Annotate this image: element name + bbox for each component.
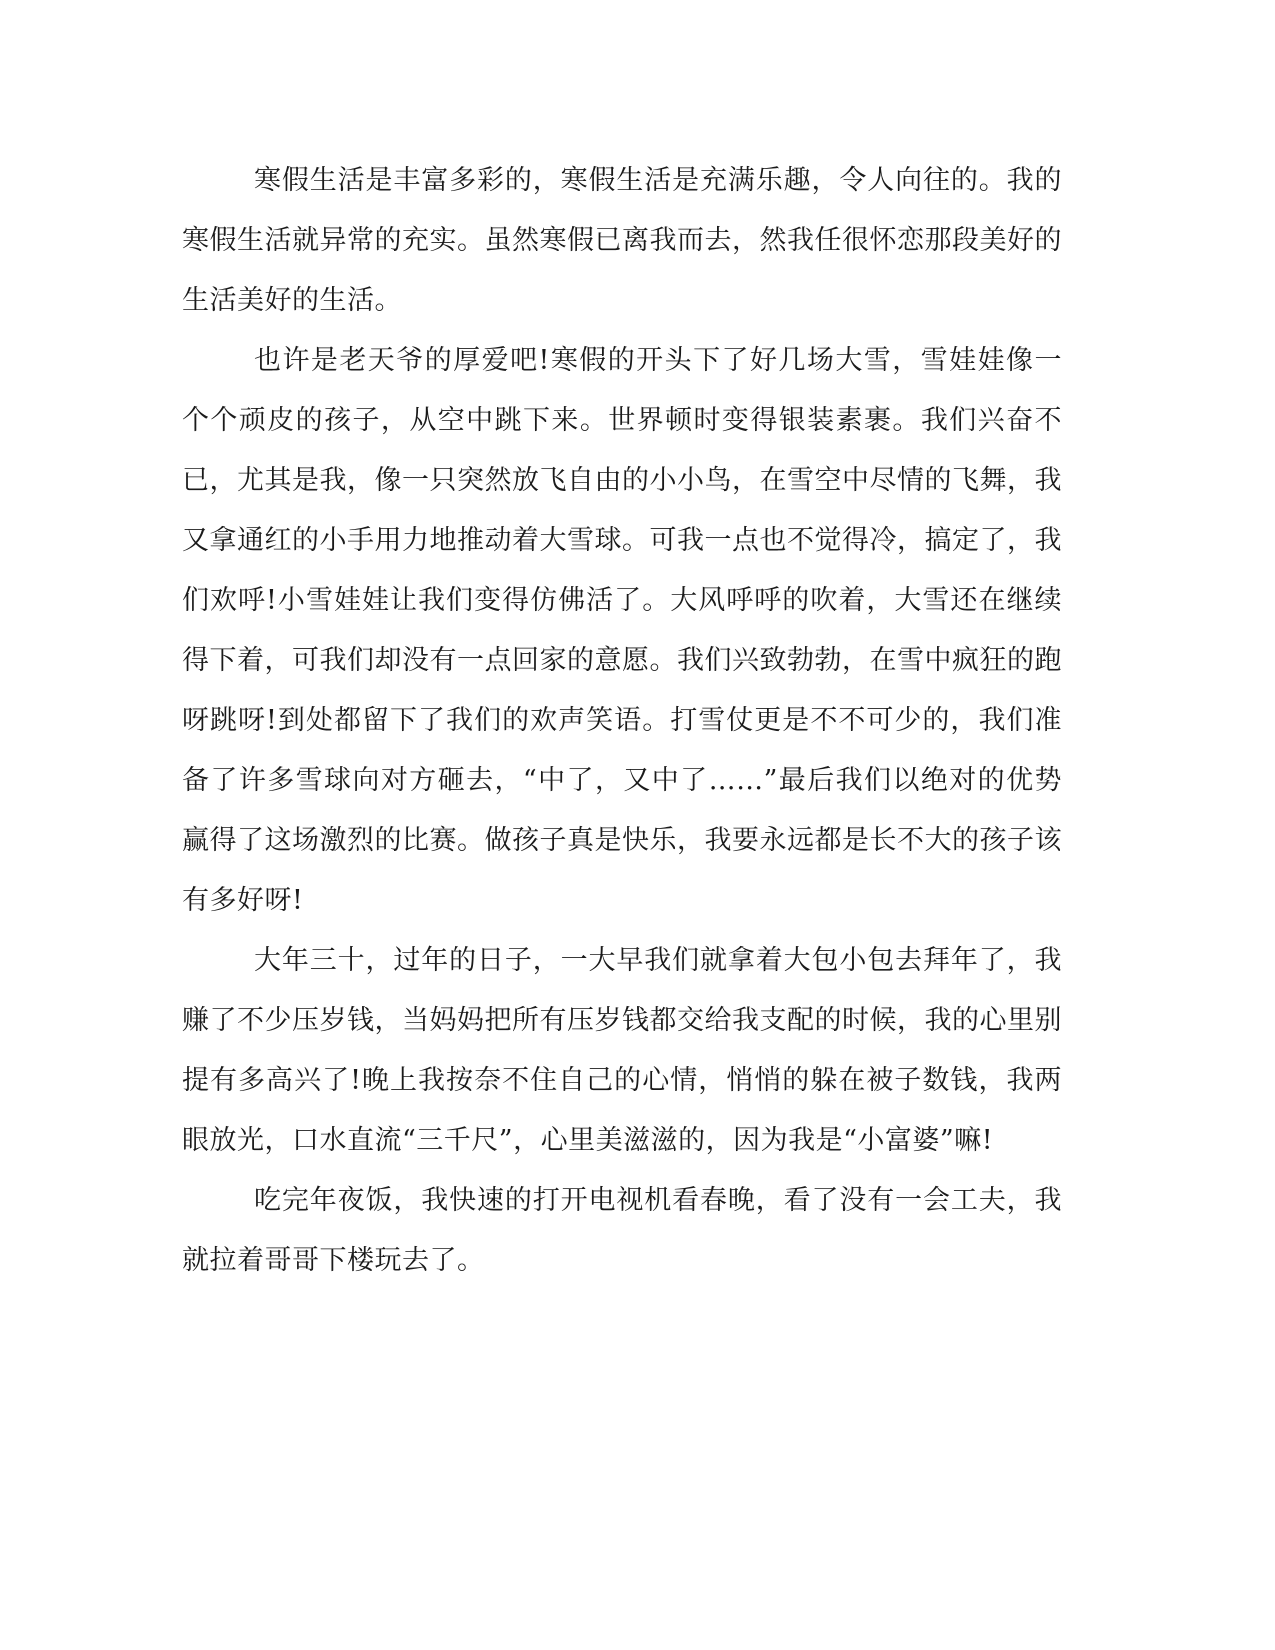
paragraph-2: 也许是老天爷的厚爱吧!寒假的开头下了好几场大雪，雪娃娃像一个个顽皮的孩子，从空中跳下来。世界顿时变得银装素裹。我们兴奋不已，尤其是我，像一只突然放飞自由的小小鸟，在雪空中尽情的飞舞，我又拿通红的小手用力地推动着大雪球。可我一点也不觉得冷，搞定了，我们欢呼!小雪娃娃让我们变得仿佛活了。大风呼呼的吹着，大雪还在继续得下着，可我们却没有一点回家的意愿。我们兴致勃勃，在雪中疯狂的跑呀跳呀!到处都留下了我们的欢声笑语。打雪仗更是不不可少的，我们准备了许多雪球向对方砸去，“中了，又中了……”最后我们以绝对的优势赢得了这场激烈的比赛。做孩子真是快乐，我要永远都是长不大的孩子该有多好呀!: [182, 345, 1062, 916]
paragraph-4: 吃完年夜饭，我快速的打开电视机看春晚，看了没有一会工夫，我就拉着哥哥下楼玩去了。: [182, 1185, 1062, 1276]
paragraph-3: 大年三十，过年的日子，一大早我们就拿着大包小包去拜年了，我赚了不少压岁钱，当妈妈把所有压岁钱都交给我支配的时候，我的心里别提有多高兴了!晚上我按奈不住自己的心情，悄悄的躲在被子数钱，我两眼放光，口水直流“三千尺”，心里美滋滋的，因为我是“小富婆”嘛!: [182, 945, 1062, 1156]
paragraph-1: 寒假生活是丰富多彩的，寒假生活是充满乐趣，令人向往的。我的寒假生活就异常的充实。虽然寒假已离我而去，然我任很怀恋那段美好的生活美好的生活。: [182, 165, 1062, 316]
document-body: [182, 151, 1062, 1291]
